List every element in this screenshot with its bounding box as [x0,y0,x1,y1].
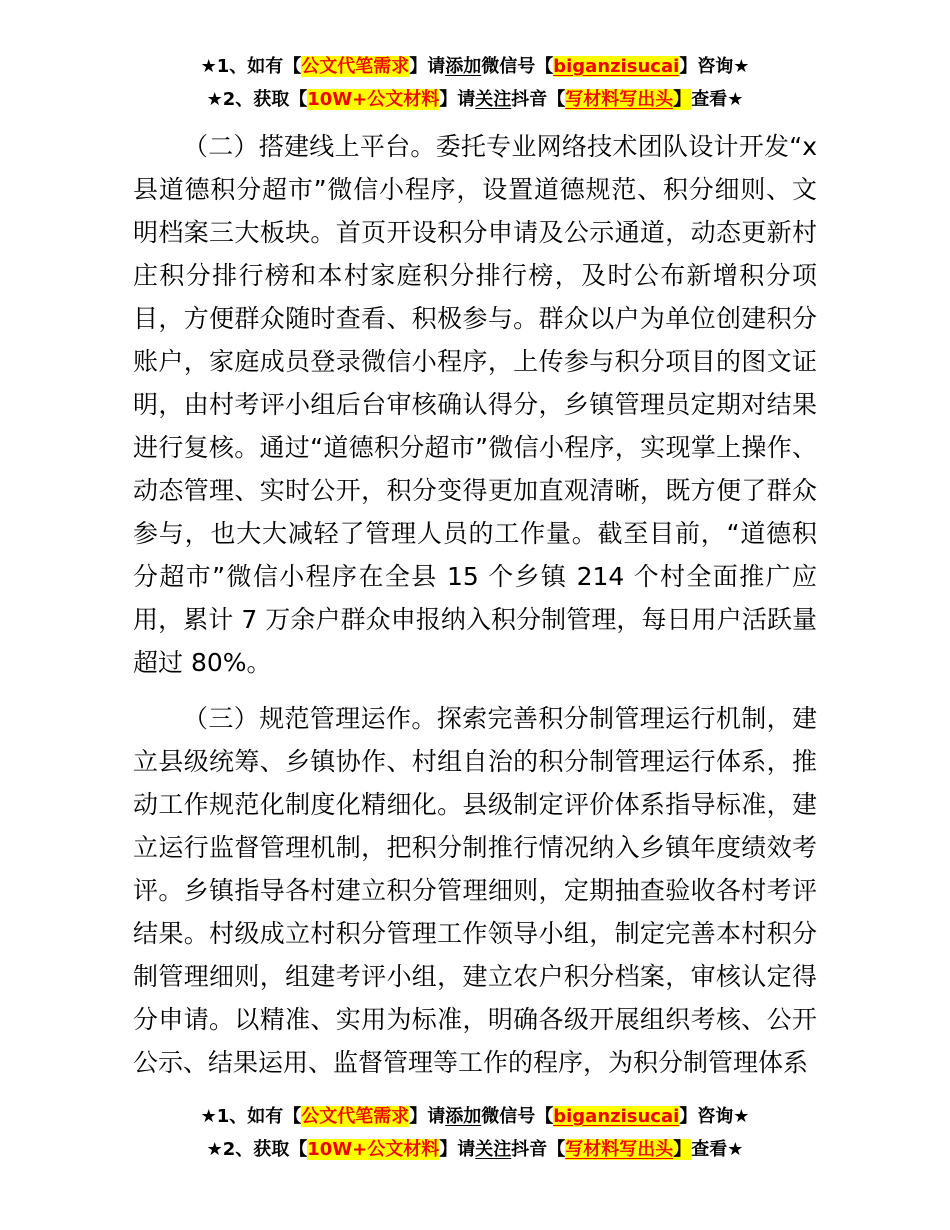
notice1-after-highlight: 】请 [409,56,446,77]
notice2-closing-bracket: 】 [673,1139,692,1160]
notice1-wechat-id: biganzisucai [553,56,680,77]
notice2-material-highlight: 10W+公文材料 [307,89,440,110]
header-notice [133,50,817,116]
notice1-suffix: 】咨询★ [679,1106,750,1127]
document-body [133,125,817,1084]
notice2-after-highlight: 】请 [439,1139,476,1160]
notice1-after-highlight: 】请 [409,1106,446,1127]
notice2-before-id: 抖音【 [511,89,566,110]
notice2-suffix: 查看★ [691,1139,744,1160]
notice2-material-highlight: 10W+公文材料 [307,1139,440,1160]
notice2-underlined-follow: 关注 [475,1139,512,1160]
notice1-wechat-id: biganzisucai [553,1106,680,1127]
footer-notice-line-1 [0,1100,950,1133]
notice1-prefix: ★1、如有【 [200,56,302,77]
notice1-service-highlight: 公文代笔需求 [301,56,410,77]
notice2-douyin-id: 写材料写出头 [565,89,674,110]
notice1-prefix: ★1、如有【 [200,1106,302,1127]
notice2-prefix: ★2、获取【 [206,89,308,110]
paragraph-standardize-management: （三）规范管理运作。探索完善积分制管理运行机制，建立县级统筹、乡镇协作、村组自治的积分制管理运行体系，推动工作规范化制度化精细化。县级制定评价体系指导标准，建立运行监督管理机制，把积分制推行情况纳入乡镇年度绩效考评。乡镇指导各村建立积分管理细则，定期抽查验收各村考评结果。村级成立村积分管理工作领导小组，制定完善本村积分制管理细则，组建考评小组，建立农户积分档案，审核认定得分申请。以精准、实用为标准，明确各级开展组织考核、公开公示、结果运用、监督管理等工作的程序，为积分制管理体系 [133,704,817,1077]
notice1-before-id: 微信号【 [481,1106,554,1127]
notice2-underlined-follow: 关注 [475,89,512,110]
header-notice-line-2 [133,83,817,116]
header-notice-line-1 [133,50,817,83]
notice2-before-id: 抖音【 [511,1139,566,1160]
notice2-prefix: ★2、获取【 [206,1139,308,1160]
notice1-service-highlight: 公文代笔需求 [301,1106,410,1127]
notice2-closing-bracket: 】 [673,89,692,110]
notice1-suffix: 】咨询★ [679,56,750,77]
footer-notice-line-2 [0,1133,950,1166]
notice1-underlined-add: 添加 [445,1106,482,1127]
paragraph-build-online-platform: （二）搭建线上平台。委托专业网络技术团队设计开发“x 县道德积分超市”微信小程序，设置道德规范、积分细则、文明档案三大板块。首页开设积分申请及公示通道，动态更新村庄积分排行榜和本村家庭积分排行榜，及时公布新增积分项目，方便群众随时查看、积极参与。群众以户为单位创建积分账户，家庭成员登录微信小程序，上传参与积分项目的图文证明，由村考评小组后台审核确认得分，乡镇管理员定期对结果进行复核。通过“道德积分超市”微信小程序，实现掌上操作、动态管理、实时公开，积分变得更加直观清晰，既方便了群众参与，也大大减轻了管理人员的工作量。截至目前，“道德积分超市”微信小程序在全县 15 个乡镇 214 个村全面推广应用，累计 7 万余户群众申报纳入积分制管理，每日用户活跃量超过 80%。 [133,132,817,677]
notice2-suffix: 查看★ [691,89,744,110]
footer-notice [0,1100,950,1166]
notice2-after-highlight: 】请 [439,89,476,110]
notice1-before-id: 微信号【 [481,56,554,77]
notice2-douyin-id: 写材料写出头 [565,1139,674,1160]
notice1-underlined-add: 添加 [445,56,482,77]
